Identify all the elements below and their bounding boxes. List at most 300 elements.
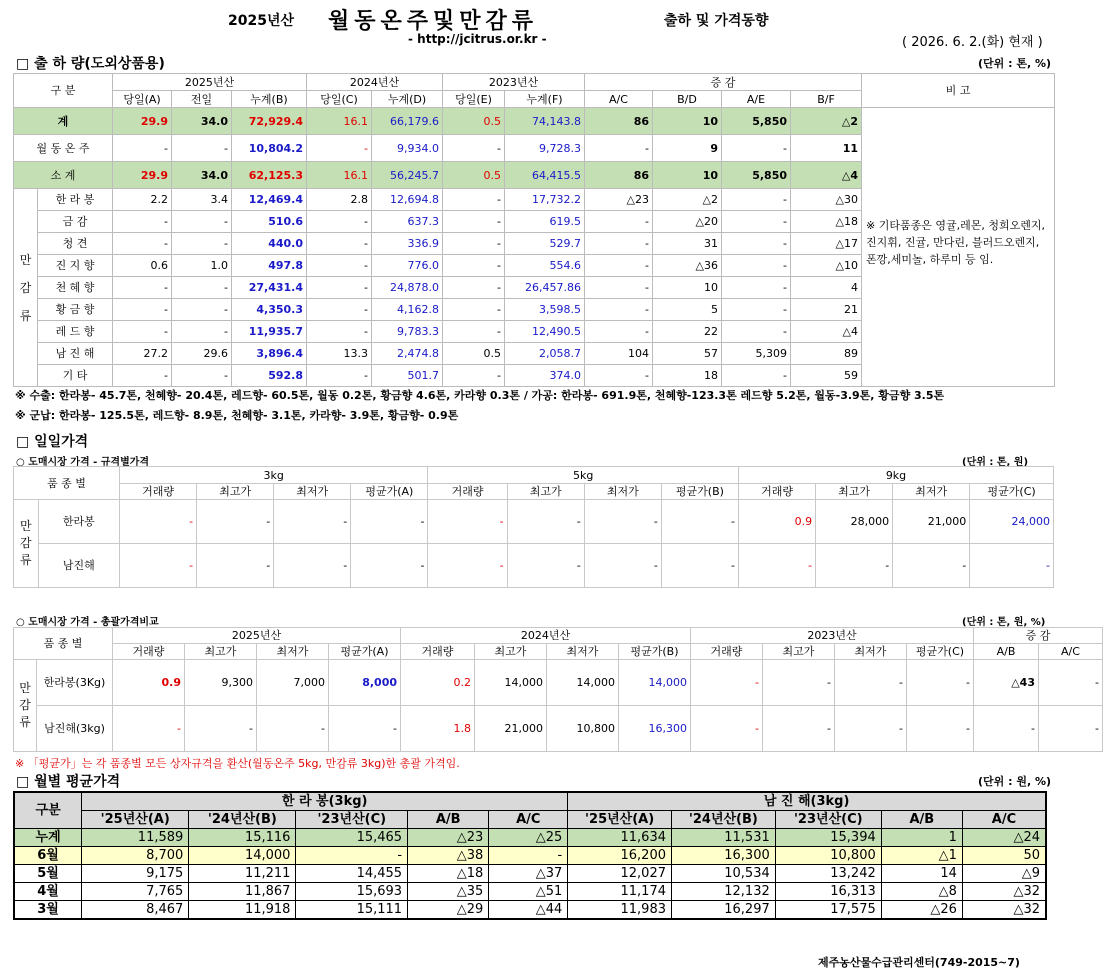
row-label: 소 계 — [14, 162, 113, 189]
cell: 74,143.8 — [505, 108, 585, 135]
cell: - — [907, 660, 974, 706]
cell: - — [893, 544, 970, 588]
row-label: 금 감 — [38, 211, 113, 233]
col-header: 최저가 — [274, 484, 351, 500]
col-header: 전일 — [172, 91, 232, 108]
cell: 16,313 — [775, 883, 881, 901]
cell: 15,693 — [296, 883, 408, 901]
cell: - — [722, 277, 791, 299]
cell: 8,467 — [82, 901, 189, 920]
header-change: 증 감 — [585, 74, 862, 91]
col-header: 거래량 — [738, 484, 815, 500]
cell: 29.9 — [113, 108, 172, 135]
cell: 66,179.6 — [372, 108, 443, 135]
cell: 27,431.4 — [232, 277, 307, 299]
cell: 64,415.5 — [505, 162, 585, 189]
cell: - — [329, 706, 401, 752]
cell: △29 — [408, 901, 489, 920]
cell: 22 — [653, 321, 722, 343]
cell: 12,027 — [568, 865, 672, 883]
header-3kg: 3kg — [120, 467, 428, 484]
table-row — [14, 544, 1054, 588]
note-text: ※ 기타품종은 영귤,레몬, 청희오렌지, 진지휘, 진귤, 만다린, 블러드오렌지, 폰깡,세미놀, 하루미 등 임. — [866, 219, 1045, 266]
cell: - — [443, 321, 505, 343]
group-label: 만 감 류 — [14, 660, 37, 752]
row-label: 계 — [14, 108, 113, 135]
cell: 10,534 — [672, 865, 776, 883]
cell: 50 — [962, 847, 1046, 865]
cell: - — [763, 660, 835, 706]
cell: 21,000 — [893, 500, 970, 544]
row-label: 천 혜 향 — [38, 277, 113, 299]
cell: 17,575 — [775, 901, 881, 920]
col-header: 거래량 — [428, 484, 507, 500]
cell: 26,457.86 — [505, 277, 585, 299]
header-2025: 2025년산 — [113, 628, 401, 644]
cell: - — [738, 544, 815, 588]
group-label: 만 감 류 — [14, 500, 39, 588]
header-2025: 2025년산 — [113, 74, 307, 91]
cell: - — [722, 299, 791, 321]
cell: 11,589 — [82, 829, 189, 847]
section-daily-title: □ 일일가격 — [16, 434, 89, 450]
header-2023: 2023년산 — [691, 628, 974, 644]
col-header: 최고가 — [816, 484, 893, 500]
cell: 29.6 — [172, 343, 232, 365]
cell: △35 — [408, 883, 489, 901]
cell: - — [763, 706, 835, 752]
row-label: 남진해(3kg) — [37, 706, 113, 752]
cell: 16,300 — [619, 706, 691, 752]
cell: △32 — [962, 901, 1046, 920]
cell: 9 — [653, 135, 722, 162]
cell: - — [443, 135, 505, 162]
header-5kg: 5kg — [428, 467, 739, 484]
cell: 14,000 — [547, 660, 619, 706]
cell: △10 — [791, 255, 862, 277]
cell: 12,469.4 — [232, 189, 307, 211]
cell: - — [351, 500, 428, 544]
col-header: '25년산(A) — [568, 811, 672, 829]
cell: 27.2 — [113, 343, 172, 365]
cell: 10 — [653, 108, 722, 135]
cell: - — [443, 277, 505, 299]
header-2024: 2024년산 — [401, 628, 691, 644]
cell: 86 — [585, 162, 653, 189]
cell: - — [113, 365, 172, 387]
cell: - — [722, 321, 791, 343]
cell: 776.0 — [372, 255, 443, 277]
col-header: A/B — [974, 644, 1039, 660]
cell: 5,850 — [722, 108, 791, 135]
cell: △18 — [408, 865, 489, 883]
cell: 619.5 — [505, 211, 585, 233]
cell: 24,000 — [970, 500, 1054, 544]
cell: 5,850 — [722, 162, 791, 189]
cell: 336.9 — [372, 233, 443, 255]
cell: △9 — [962, 865, 1046, 883]
cell: 374.0 — [505, 365, 585, 387]
cell: 10,804.2 — [232, 135, 307, 162]
col-header: 평균가(C) — [970, 484, 1054, 500]
cell: 15,394 — [775, 829, 881, 847]
cell: 0.5 — [443, 343, 505, 365]
col-header: 거래량 — [401, 644, 475, 660]
cell: - — [722, 233, 791, 255]
cell: - — [113, 299, 172, 321]
col-header: 누계(B) — [232, 91, 307, 108]
section-overall-unit: (단위 : 톤, 원, %) — [962, 617, 1046, 628]
col-header: 평균가(A) — [351, 484, 428, 500]
table-row — [14, 883, 1046, 901]
cell: 15,111 — [296, 901, 408, 920]
cell: 11,935.7 — [232, 321, 307, 343]
cell: 18 — [653, 365, 722, 387]
cell: - — [172, 135, 232, 162]
cell: 8,700 — [82, 847, 189, 865]
cell: - — [113, 277, 172, 299]
cell: 501.7 — [372, 365, 443, 387]
cell: 16.1 — [307, 162, 372, 189]
cell: - — [691, 660, 763, 706]
row-label: 한라봉 — [38, 500, 119, 544]
table-row — [14, 847, 1046, 865]
cell: - — [197, 544, 274, 588]
cell: △38 — [408, 847, 489, 865]
cell: 2,058.7 — [505, 343, 585, 365]
cell: 4,162.8 — [372, 299, 443, 321]
cell: 56,245.7 — [372, 162, 443, 189]
cell: 16,297 — [672, 901, 776, 920]
cell: 14,000 — [619, 660, 691, 706]
cell: △2 — [653, 189, 722, 211]
cell: 59 — [791, 365, 862, 387]
col-header: 최저가 — [257, 644, 329, 660]
cell: - — [443, 189, 505, 211]
cell: - — [443, 233, 505, 255]
col-header: 거래량 — [120, 484, 197, 500]
col-header: A/C — [962, 811, 1046, 829]
cell: - — [307, 255, 372, 277]
cell: - — [428, 544, 507, 588]
cell: 9,300 — [185, 660, 257, 706]
cell: 0.5 — [443, 108, 505, 135]
cell: - — [443, 365, 505, 387]
col-header: 평균가(B) — [619, 644, 691, 660]
cell: 10,800 — [775, 847, 881, 865]
cell: 0.6 — [113, 255, 172, 277]
col-header: 최저가 — [584, 484, 661, 500]
section-monthly-title: □ 월별 평균가격 — [16, 774, 121, 790]
header-2024: 2024년산 — [307, 74, 443, 91]
cell: - — [507, 500, 584, 544]
col-header: 최고가 — [197, 484, 274, 500]
cell: - — [722, 255, 791, 277]
cell: 16.1 — [307, 108, 372, 135]
row-label: 한라봉(3Kg) — [37, 660, 113, 706]
section-shipment-unit: (단위 : 톤, %) — [978, 57, 1052, 70]
row-label: 누계 — [14, 829, 82, 847]
cell: △24 — [962, 829, 1046, 847]
cell: 1.8 — [401, 706, 475, 752]
col-header: 거래량 — [691, 644, 763, 660]
header-hallabong: 한 라 봉(3kg) — [82, 792, 568, 811]
cell: △26 — [881, 901, 962, 920]
cell: - — [307, 365, 372, 387]
cell: 62,125.3 — [232, 162, 307, 189]
cell: 3,896.4 — [232, 343, 307, 365]
cell: △2 — [791, 108, 862, 135]
cell: - — [584, 500, 661, 544]
col-header: A/B — [408, 811, 489, 829]
cell: - — [816, 544, 893, 588]
header-namjinhae: 남 진 해(3kg) — [568, 792, 1046, 811]
cell: - — [172, 299, 232, 321]
cell: △23 — [408, 829, 489, 847]
cell: - — [722, 211, 791, 233]
cell: - — [185, 706, 257, 752]
col-header: 거래량 — [113, 644, 185, 660]
cell: 29.9 — [113, 162, 172, 189]
cell: 9,934.0 — [372, 135, 443, 162]
section-monthly-unit: (단위 : 원, %) — [978, 775, 1052, 788]
table-row — [14, 829, 1046, 847]
cell: 1.0 — [172, 255, 232, 277]
col-header: 누계(F) — [505, 91, 585, 108]
cell: 5,309 — [722, 343, 791, 365]
cell: - — [1039, 660, 1103, 706]
cell: 34.0 — [172, 108, 232, 135]
cell: 7,000 — [257, 660, 329, 706]
header-variety: 품 종 별 — [14, 467, 120, 500]
cell: 15,465 — [296, 829, 408, 847]
cell: 5 — [653, 299, 722, 321]
spec-price-table — [13, 466, 1054, 588]
cell: - — [172, 277, 232, 299]
cell: 14,000 — [189, 847, 296, 865]
table-row — [14, 865, 1046, 883]
col-header: 최고가 — [185, 644, 257, 660]
cell: - — [172, 321, 232, 343]
cell: - — [443, 299, 505, 321]
cell: 10 — [653, 277, 722, 299]
col-header: '24년산(B) — [189, 811, 296, 829]
row-label: 청 견 — [38, 233, 113, 255]
cell: 14,000 — [475, 660, 547, 706]
cell: - — [307, 233, 372, 255]
cell: 440.0 — [232, 233, 307, 255]
col-header: B/F — [791, 91, 862, 108]
cell: - — [835, 706, 907, 752]
monthly-price-table — [13, 791, 1047, 920]
cell: 10,800 — [547, 706, 619, 752]
cell: 0.9 — [113, 660, 185, 706]
cell: 554.6 — [505, 255, 585, 277]
cell: - — [585, 135, 653, 162]
cell: - — [113, 135, 172, 162]
cell: 4,350.3 — [232, 299, 307, 321]
table-row — [14, 660, 1103, 706]
cell: 1 — [881, 829, 962, 847]
col-header: A/C — [489, 811, 568, 829]
page-title: 월동온주및만감류 — [328, 9, 539, 34]
cell: - — [585, 277, 653, 299]
note-cell — [862, 108, 1055, 387]
cell: - — [585, 299, 653, 321]
col-header: 최고가 — [507, 484, 584, 500]
cell: - — [257, 706, 329, 752]
title-sub: 출하 및 가격동향 — [664, 13, 769, 29]
cell: 16,300 — [672, 847, 776, 865]
cell: 0.2 — [401, 660, 475, 706]
cell: - — [307, 299, 372, 321]
cell: 12,132 — [672, 883, 776, 901]
cell: - — [443, 211, 505, 233]
row-label: 6월 — [14, 847, 82, 865]
export-note: ※ 수출: 한라봉- 45.7톤, 천혜향- 20.4톤, 레드향- 60.5톤, 월동 0.2톤, 황금향 4.6톤, 카라향 0.3톤 / 가공: 한라봉- 691.9톤, 천혜향-123.3톤 레드향 5.2톤, 월동-3.9톤, 황금향 3.5톤 — [15, 389, 945, 402]
cell: △30 — [791, 189, 862, 211]
cell: 2.8 — [307, 189, 372, 211]
row-label: 월 동 온 주 — [14, 135, 113, 162]
cell: 21,000 — [475, 706, 547, 752]
col-header: 평균가(B) — [661, 484, 738, 500]
cell: - — [722, 135, 791, 162]
col-header: '23년산(C) — [296, 811, 408, 829]
section-daily-unit: (단위 : 톤, 원) — [962, 457, 1029, 468]
cell: 11,634 — [568, 829, 672, 847]
col-header: 누계(D) — [372, 91, 443, 108]
cell: - — [974, 706, 1039, 752]
cell: △43 — [974, 660, 1039, 706]
row-label: 한 라 봉 — [38, 189, 113, 211]
col-header: 당일(E) — [443, 91, 505, 108]
cell: - — [661, 544, 738, 588]
cell: - — [489, 847, 568, 865]
cell: 11,174 — [568, 883, 672, 901]
row-label: 레 드 향 — [38, 321, 113, 343]
cell: - — [197, 500, 274, 544]
cell: 89 — [791, 343, 862, 365]
cell: 57 — [653, 343, 722, 365]
col-header: 최고가 — [475, 644, 547, 660]
title-year: 2025년산 — [228, 13, 295, 29]
shipment-table — [13, 73, 1055, 387]
cell: - — [307, 135, 372, 162]
col-header: B/D — [653, 91, 722, 108]
row-label: 4월 — [14, 883, 82, 901]
cell: 8,000 — [329, 660, 401, 706]
cell: 12,694.8 — [372, 189, 443, 211]
cell: - — [443, 255, 505, 277]
cell: 13.3 — [307, 343, 372, 365]
site-url[interactable]: - http://jcitrus.or.kr - — [408, 32, 547, 46]
header-change: 증 감 — [974, 628, 1103, 644]
cell: 104 — [585, 343, 653, 365]
table-row — [14, 706, 1103, 752]
cell: - — [584, 544, 661, 588]
col-header: A/E — [722, 91, 791, 108]
row-label: 5월 — [14, 865, 82, 883]
section-shipment-title: □ 출 하 량(도외상품용) — [16, 56, 165, 72]
cell: 16,200 — [568, 847, 672, 865]
cell: 24,878.0 — [372, 277, 443, 299]
cell: 13,242 — [775, 865, 881, 883]
cell: - — [835, 660, 907, 706]
col-header: '23년산(C) — [775, 811, 881, 829]
cell: 7,765 — [82, 883, 189, 901]
cell: △51 — [489, 883, 568, 901]
section-overall-sub: ○ 도매시장 가격 - 총괄가격비교 — [16, 617, 159, 628]
cell: 11,918 — [189, 901, 296, 920]
col-header: 최고가 — [763, 644, 835, 660]
cell: - — [113, 321, 172, 343]
cell: - — [113, 211, 172, 233]
cell: △17 — [791, 233, 862, 255]
cell: 31 — [653, 233, 722, 255]
table-row — [14, 901, 1046, 920]
cell: - — [307, 211, 372, 233]
cell: 11,211 — [189, 865, 296, 883]
col-header: 최저가 — [835, 644, 907, 660]
section-daily-sub: ○ 도매시장 가격 - 규격별가격 — [16, 457, 150, 468]
col-header: 당일(A) — [113, 91, 172, 108]
row-label: 남진해 — [38, 544, 119, 588]
header-2023: 2023년산 — [443, 74, 585, 91]
cell: 529.7 — [505, 233, 585, 255]
cell: - — [120, 500, 197, 544]
cell: - — [907, 706, 974, 752]
col-header: 최저가 — [547, 644, 619, 660]
cell: 3,598.5 — [505, 299, 585, 321]
cell: 11 — [791, 135, 862, 162]
cell: △1 — [881, 847, 962, 865]
cell: 17,732.2 — [505, 189, 585, 211]
cell: △36 — [653, 255, 722, 277]
cell: 11,983 — [568, 901, 672, 920]
cell: - — [113, 233, 172, 255]
col-header: A/B — [881, 811, 962, 829]
cell: 637.3 — [372, 211, 443, 233]
table-row — [14, 500, 1054, 544]
row-label: 진 지 향 — [38, 255, 113, 277]
row-label: 황 금 향 — [38, 299, 113, 321]
cell: △32 — [962, 883, 1046, 901]
row-label: 3월 — [14, 901, 82, 920]
avg-price-note: ※ 「평균가」는 각 품종별 모든 상자규격을 환산(월동온주 5kg, 만감류 3kg)한 총괄 가격임. — [15, 757, 460, 770]
cell: 10 — [653, 162, 722, 189]
report-date: ( 2026. 6. 2.(화) 현재 ) — [902, 35, 1043, 50]
col-header: 평균가(C) — [907, 644, 974, 660]
cell: 28,000 — [816, 500, 893, 544]
cell: - — [172, 233, 232, 255]
header-note: 비 고 — [862, 74, 1055, 108]
header — [0, 4, 1065, 34]
cell: 86 — [585, 108, 653, 135]
cell: 9,175 — [82, 865, 189, 883]
cell: - — [172, 211, 232, 233]
cell: 497.8 — [232, 255, 307, 277]
cell: - — [722, 365, 791, 387]
col-header: A/C — [585, 91, 653, 108]
cell: - — [172, 365, 232, 387]
cell: 510.6 — [232, 211, 307, 233]
cell: 9,783.3 — [372, 321, 443, 343]
cell: △20 — [653, 211, 722, 233]
cell: 4 — [791, 277, 862, 299]
cell: △37 — [489, 865, 568, 883]
cell: 21 — [791, 299, 862, 321]
cell: - — [120, 544, 197, 588]
